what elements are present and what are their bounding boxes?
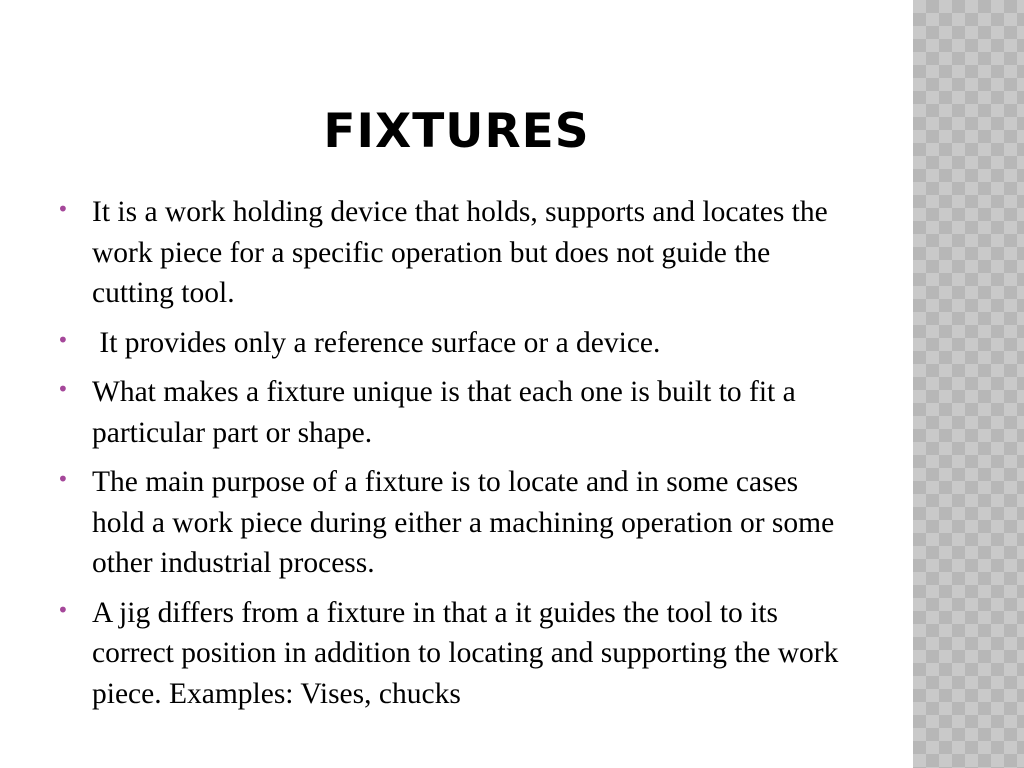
bullet-text: A jig differs from a fixture in that a it guides the tool to its correct position in addition to locating and supporting the work piece. Examples: Vises, chucks [92,596,839,710]
bullet-icon: • [57,197,69,221]
bullet-item [57,372,857,453]
bullet-item [57,462,857,584]
bullet-icon: • [57,327,69,352]
bullet-text: It provides only a reference surface or a device. [92,326,661,359]
bullet-text: It is a work holding device that holds, supports and locates the work piece for a specific operation but does not guide the cutting tool. [92,196,828,309]
decorative-side-pattern [913,0,1024,768]
bullet-list [57,192,857,723]
bullet-text: The main purpose of a fixture is to locate and in some cases hold a work piece during either a machining operation or some other industrial process. [92,466,835,579]
bullet-icon: • [57,377,69,401]
bullet-item [57,192,857,314]
bullet-item [57,593,857,715]
bullet-icon: • [57,467,69,491]
slide-title: FIXTURES [323,104,590,159]
bullet-text: What makes a fixture unique is that each one is built to fit a particular part or shape. [92,376,796,449]
bullet-item [57,323,857,364]
bullet-icon: • [57,597,69,622]
